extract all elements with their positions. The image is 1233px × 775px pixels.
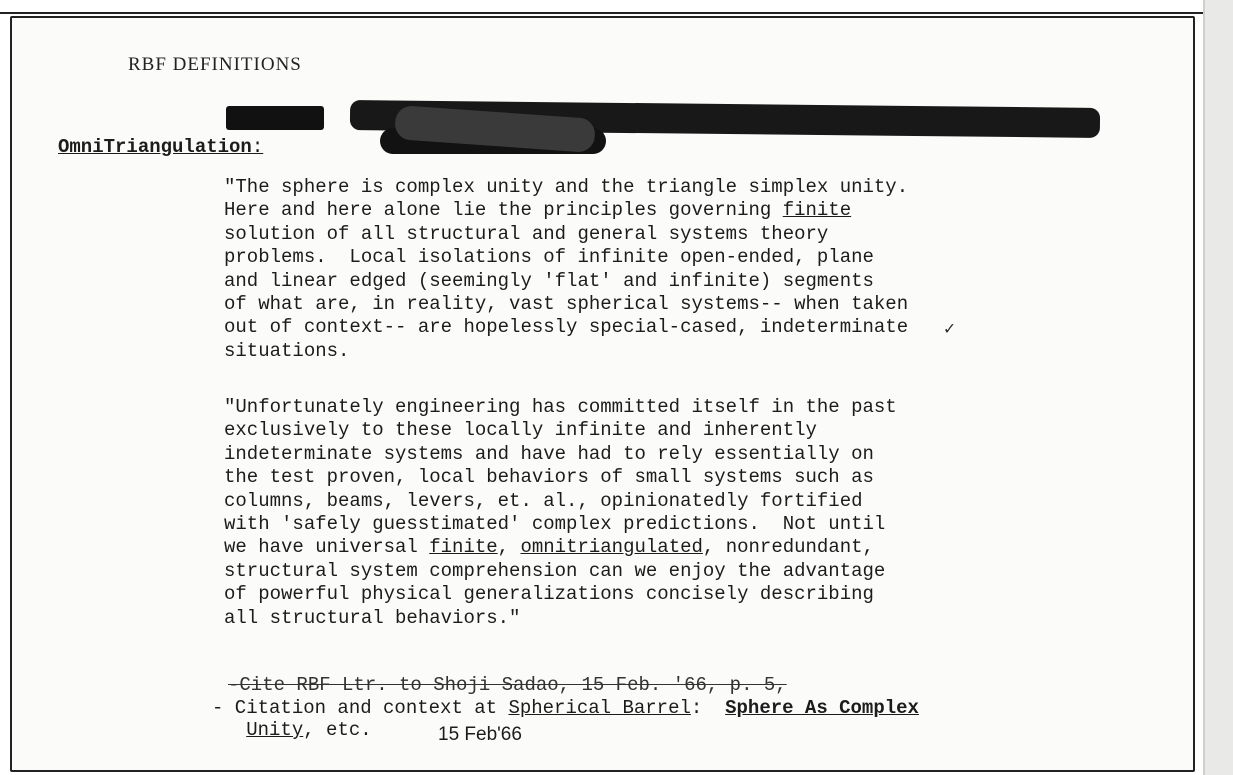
page-header: RBF DEFINITIONS	[128, 54, 302, 75]
sphere-as-complex-unity-link-cont[interactable]: Unity	[246, 719, 304, 741]
definition-term: OmniTriangulation:	[58, 136, 264, 158]
redaction-mark	[226, 106, 324, 130]
paragraph-2: "Unfortunately engineering has committed itself in the past exclusively to these locally infinite and inherently indeterminate systems and have had to rely essentially on the test proven, local behaviors of small systems such as columns, beams, levers, et. al., opinionatedly fortified with 'safely guesstimated' complex predictions. Not until we have universal finite, omnitriangulated, nonredundant, structural system comprehension can we enjoy the advantage of powerful physical generalizations concisely describing all structural behaviors."	[224, 396, 897, 629]
correction-mark: ✓	[944, 320, 955, 340]
handwritten-date: 15 Feb'66	[438, 724, 522, 745]
page-edge	[1203, 0, 1233, 775]
citation: - Citation and context at Spherical Barrel: Sphere As Complex Unity, etc.	[212, 697, 919, 741]
paragraph-1: "The sphere is complex unity and the triangle simplex unity. Here and here alone lie the principles governing finite solution of all structural and general systems theory problems. Local isolations of infinite open-ended, plane and linear edged (seemingly 'flat' and infinite) segments of what are, in reality, vast spherical systems-- when taken out of context-- are hopelessly special-cased, indeterminate situations.	[224, 176, 909, 362]
sphere-as-complex-unity-link[interactable]: Sphere As Complex	[725, 697, 919, 719]
struck-citation: -Cite RBF Ltr. to Shoji Sadao, 15 Feb. '66, p. 5,	[228, 674, 787, 696]
spherical-barrel-link[interactable]: Spherical Barrel	[508, 697, 691, 719]
top-border	[0, 0, 1205, 14]
